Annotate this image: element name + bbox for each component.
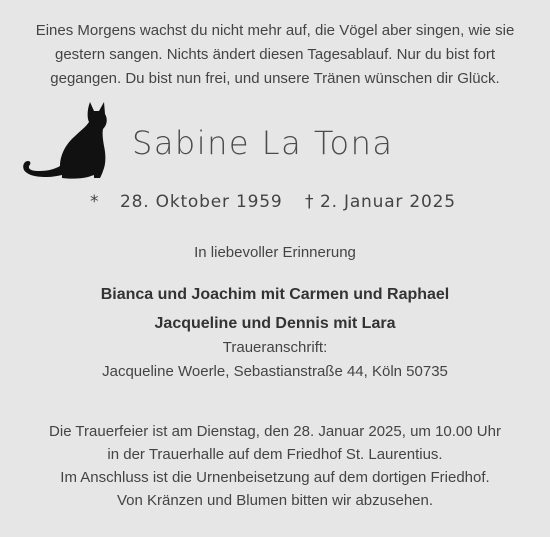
ceremony-line: Die Trauerfeier ist am Dienstag, den 28. Januar 2025, um 10.00 Uhr xyxy=(49,423,501,440)
poem xyxy=(0,19,550,91)
birth-date: 28. Oktober 1959 xyxy=(120,192,283,212)
memory-text: In liebevoller Erinnerung xyxy=(194,244,356,261)
poem-line: Eines Morgens wachst du nicht mehr auf, die Vögel aber singen, wie sie xyxy=(35,22,515,39)
life-dates xyxy=(0,190,550,214)
death-symbol: † xyxy=(305,192,315,212)
address-label: Traueranschrift: xyxy=(222,339,328,356)
family-line: Jacqueline und Dennis mit Lara xyxy=(154,315,396,332)
ceremony-line: in der Trauerhalle auf dem Friedhof St. Laurentius. xyxy=(107,446,443,463)
name-row xyxy=(0,100,550,184)
death-date: 2. Januar 2025 xyxy=(320,192,456,212)
deceased-name: Sabine La Tona xyxy=(132,124,394,162)
poem-line: gegangen. Du bist nun frei, und unsere Tränen wünschen dir Glück. xyxy=(50,70,500,87)
ceremony-line: Von Kränzen und Blumen bitten wir abzusehen. xyxy=(116,492,434,509)
poem-line: gestern sangen. Nichts ändert diesen Tagesablauf. Nur du bist fort xyxy=(55,46,495,63)
ceremony-line: Im Anschluss ist die Urnenbeisetzung auf dem dortigen Friedhof. xyxy=(60,469,490,486)
ceremony-info xyxy=(0,420,550,512)
address-value: Jacqueline Woerle, Sebastianstraße 44, Köln 50735 xyxy=(102,363,448,380)
birth-symbol: * xyxy=(90,192,100,212)
cat-silhouette-icon xyxy=(22,100,114,180)
family-line: Bianca und Joachim mit Carmen und Raphael xyxy=(100,286,450,303)
mourning-address xyxy=(0,336,550,384)
family-names xyxy=(0,280,550,338)
